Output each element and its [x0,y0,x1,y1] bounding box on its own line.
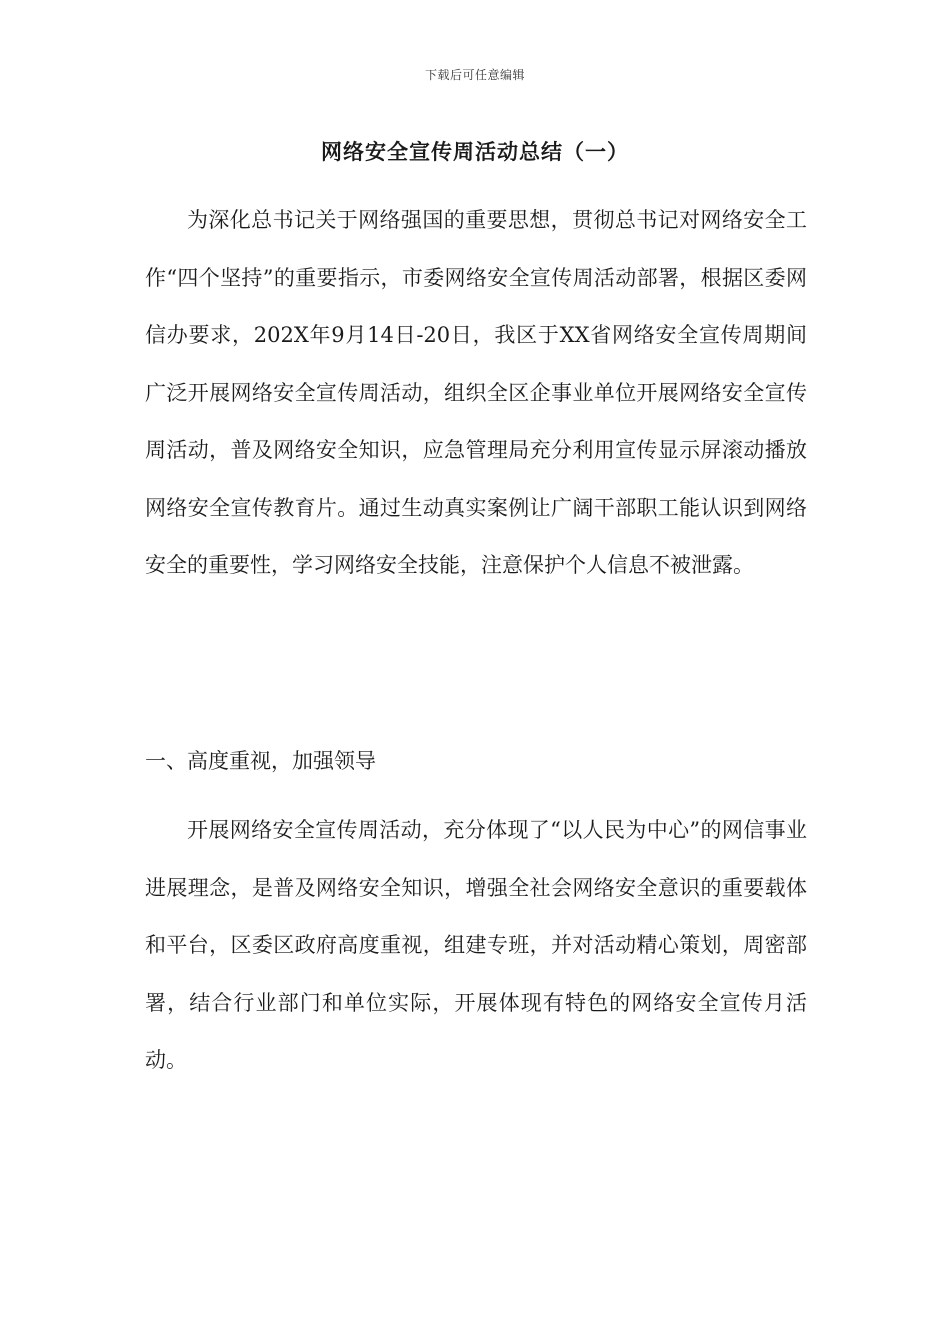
section-heading: 一、高度重视，加强领导 [145,749,376,773]
section-paragraph: 开展网络安全宣传周活动，充分体现了“以人民为中心”的网信事业进展理念，是普及网络安全知识，增强全社会网络安全意识的重要载体和平台，区委区政府高度重视，组建专班，并对活动精心策划，周密部署，结合行业部门和单位实际，开展体现有特色的网络安全宣传月活动。 [145,818,807,1072]
page-title: 网络安全宣传周活动总结（一） [321,139,629,164]
header-note: 下载后可任意编辑 [424,68,525,82]
intro-paragraph: 为深化总书记关于网络强国的重要思想，贯彻总书记对网络安全工作“四个坚持”的重要指示，市委网络安全宣传周活动部署，根据区委网信办要求，202X年9月14日-20日，我区于XX省网络安全宣传周期间广泛开展网络安全宣传周活动，组织全区企事业单位开展网络安全宣传周活动，普及网络安全知识，应急管理局充分利用宣传显示屏滚动播放网络安全宣传教育片。通过生动真实案例让广阔干部职工能认识到网络安全的重要性，学习网络安全技能，注意保护个人信息不被泄露。 [145,208,807,577]
